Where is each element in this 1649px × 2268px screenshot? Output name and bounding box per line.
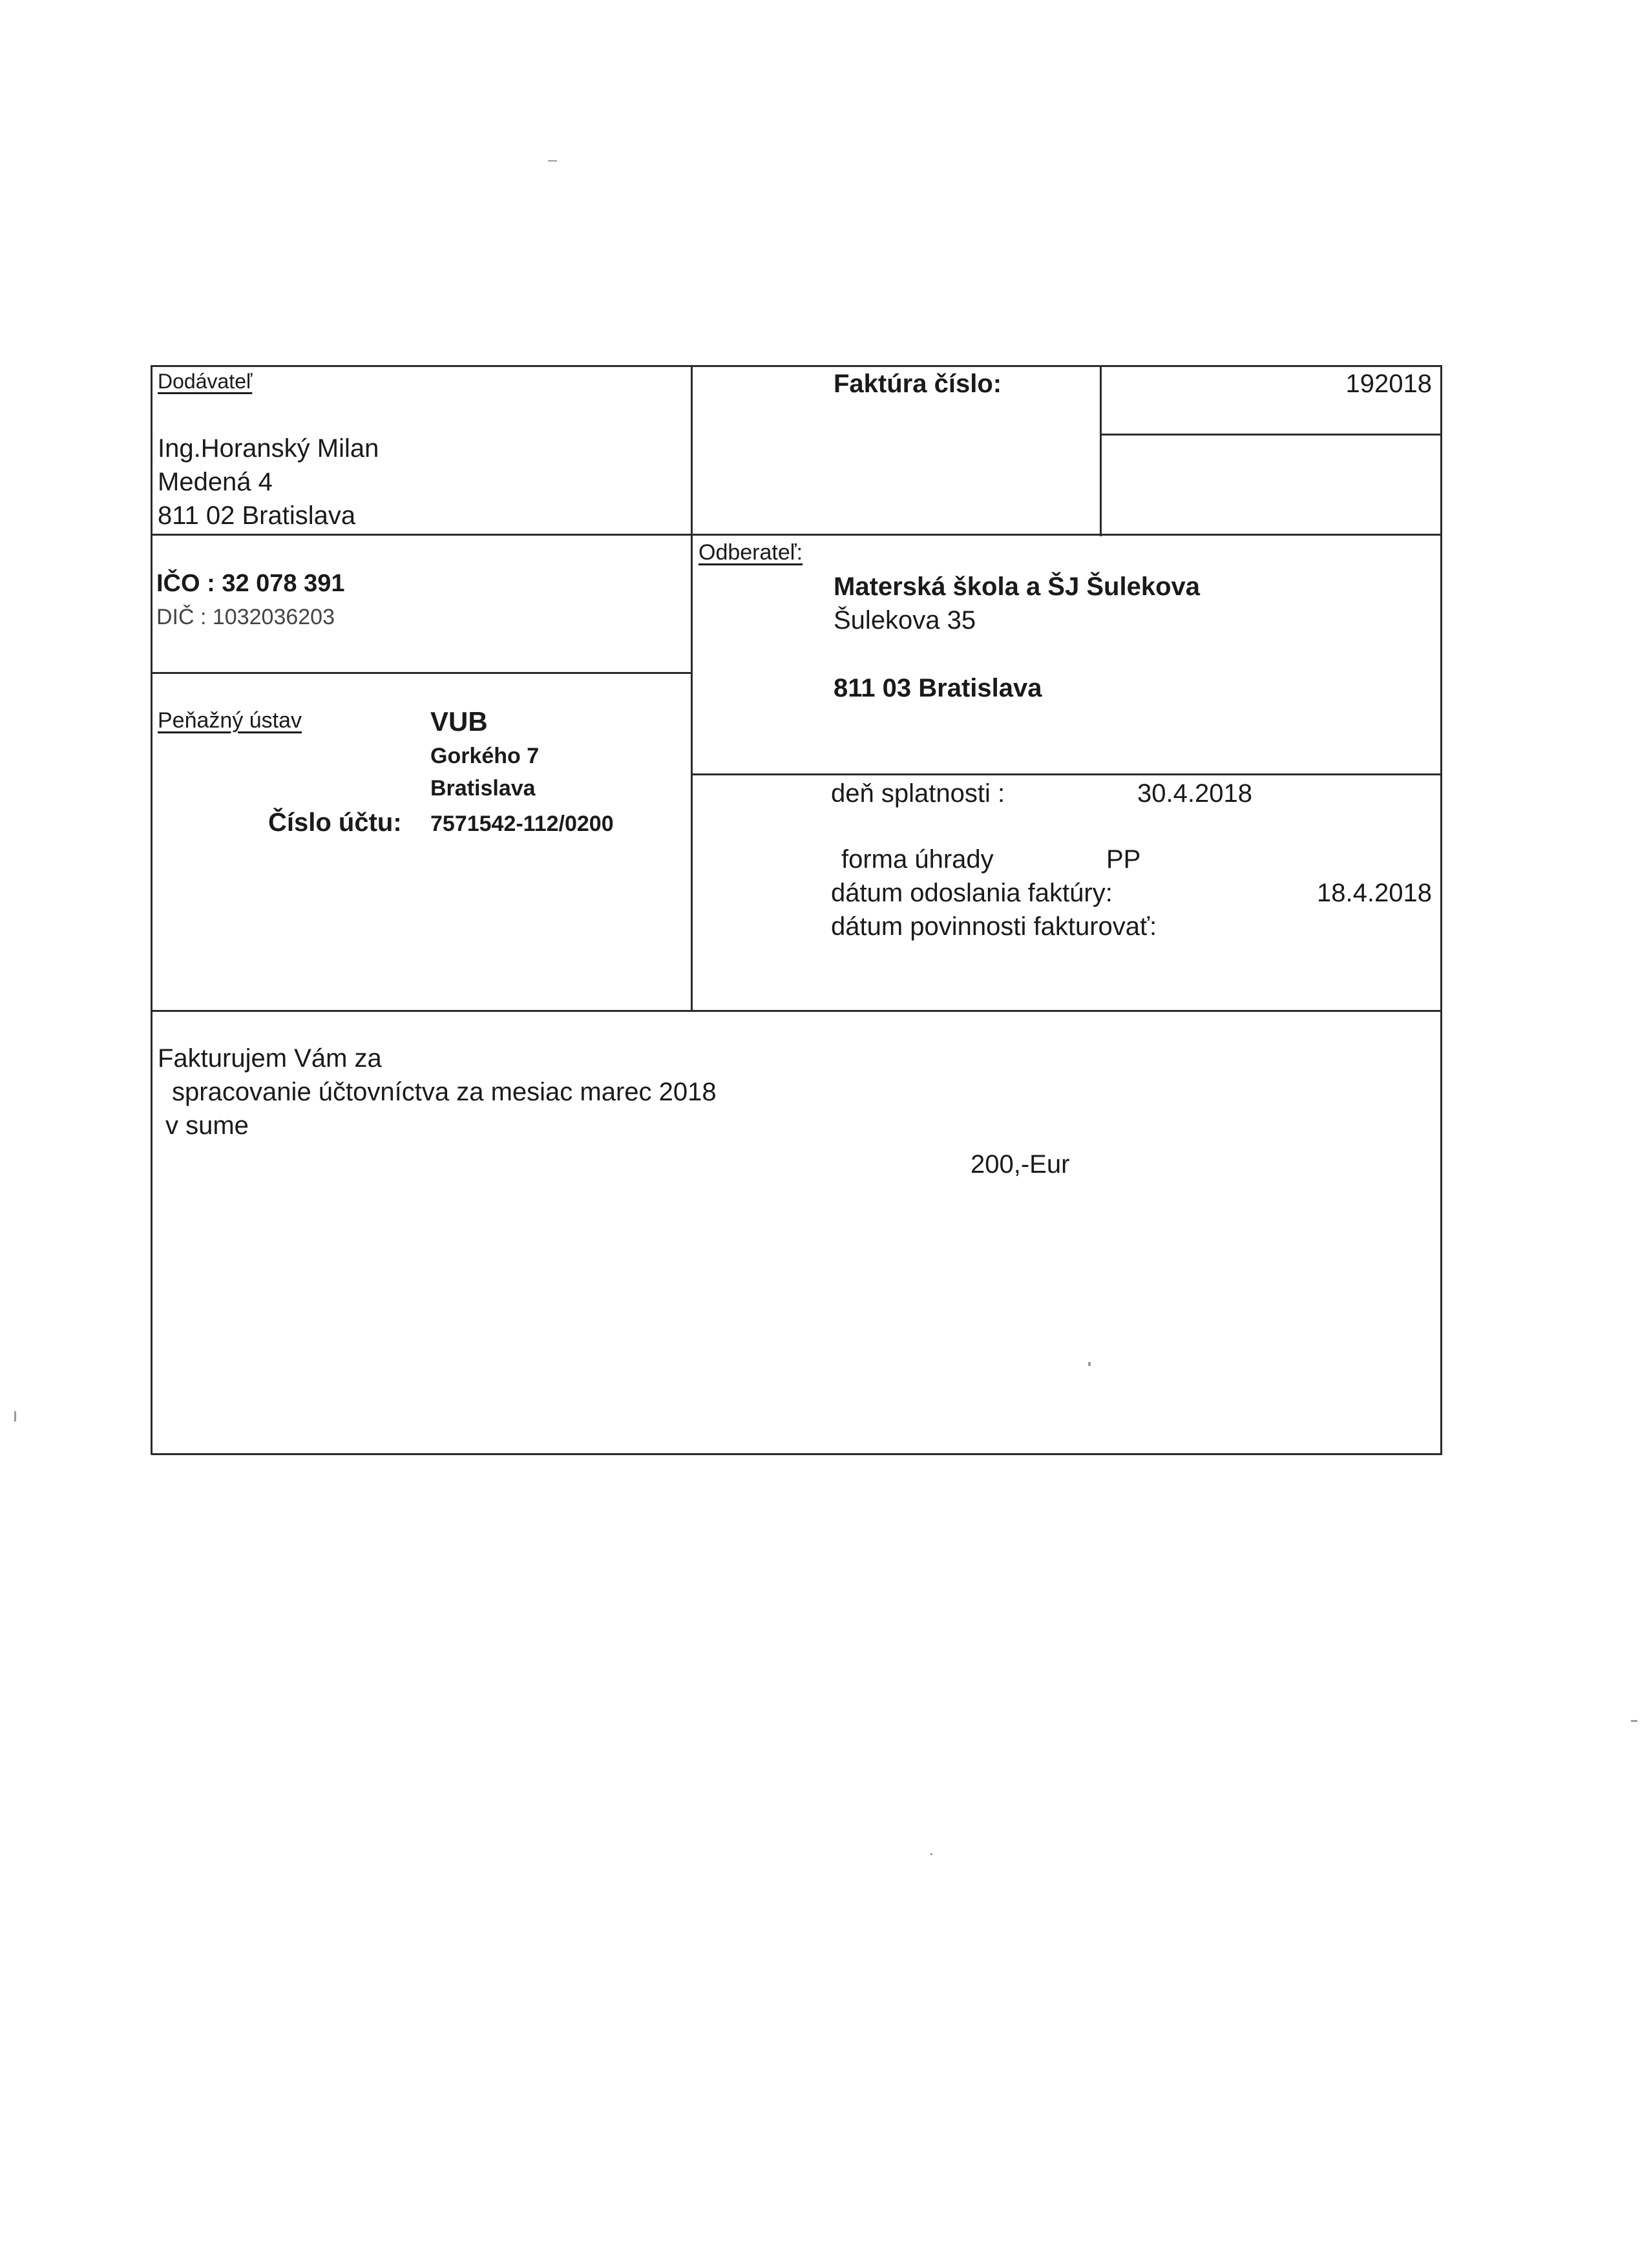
scan-speck bbox=[14, 1411, 16, 1422]
divider-header-body bbox=[151, 1010, 1442, 1012]
duty-date-label: dátum povinnosti fakturovať: bbox=[831, 912, 1157, 941]
payment-method-label: forma úhrady bbox=[841, 845, 994, 874]
invoice-number-label: Faktúra číslo: bbox=[834, 370, 1002, 398]
frame-top bbox=[151, 365, 1441, 367]
supplier-ico: IČO : 32 078 391 bbox=[156, 570, 345, 597]
divider-customer bbox=[691, 773, 1442, 775]
customer-street: Šulekova 35 bbox=[834, 606, 976, 635]
bank-name: VUB bbox=[430, 706, 488, 737]
supplier-street: Medená 4 bbox=[158, 468, 273, 496]
supplier-heading: Dodávateľ bbox=[158, 370, 253, 393]
customer-city: 811 03 Bratislava bbox=[834, 674, 1042, 702]
customer-name: Materská škola a ŠJ Šulekova bbox=[834, 572, 1200, 601]
scan-speck bbox=[930, 1853, 932, 1855]
account-number: 7571542-112/0200 bbox=[430, 812, 614, 836]
scan-speck bbox=[548, 160, 557, 162]
customer-heading: Odberateľ: bbox=[698, 540, 803, 565]
due-date-label: deň splatnosti : bbox=[831, 779, 1005, 808]
supplier-dic: DIČ : 1032036203 bbox=[156, 605, 335, 629]
frame-left bbox=[151, 365, 152, 1454]
body-line-3: v sume bbox=[165, 1111, 249, 1140]
due-date: 30.4.2018 bbox=[1137, 779, 1252, 808]
divider-bank bbox=[151, 672, 693, 674]
scan-speck bbox=[1631, 1720, 1637, 1722]
divider-supplier bbox=[151, 534, 1442, 536]
body-line-1: Fakturujem Vám za bbox=[158, 1044, 382, 1073]
bank-street: Gorkého 7 bbox=[430, 744, 540, 768]
supplier-city: 811 02 Bratislava bbox=[158, 501, 356, 530]
bank-city: Bratislava bbox=[430, 776, 536, 801]
divider-invoice-number bbox=[1100, 434, 1442, 436]
payment-method: PP bbox=[1106, 845, 1141, 874]
frame-right bbox=[1440, 365, 1442, 1454]
supplier-name: Ing.Horanský Milan bbox=[158, 434, 379, 463]
bank-heading: Peňažný ústav bbox=[158, 708, 302, 733]
divider-vertical-invoice bbox=[1100, 365, 1102, 536]
divider-vertical-main bbox=[691, 365, 693, 1011]
invoice-number: 192018 bbox=[1345, 370, 1432, 398]
sent-date-label: dátum odoslania faktúry: bbox=[831, 879, 1113, 907]
frame-bottom bbox=[151, 1453, 1442, 1455]
amount: 200,-Eur bbox=[971, 1150, 1070, 1179]
account-label: Číslo účtu: bbox=[268, 808, 402, 837]
body-line-2: spracovanie účtovníctva za mesiac marec 2018 bbox=[172, 1078, 717, 1106]
sent-date: 18.4.2018 bbox=[1317, 879, 1432, 907]
scan-speck bbox=[1088, 1362, 1091, 1366]
